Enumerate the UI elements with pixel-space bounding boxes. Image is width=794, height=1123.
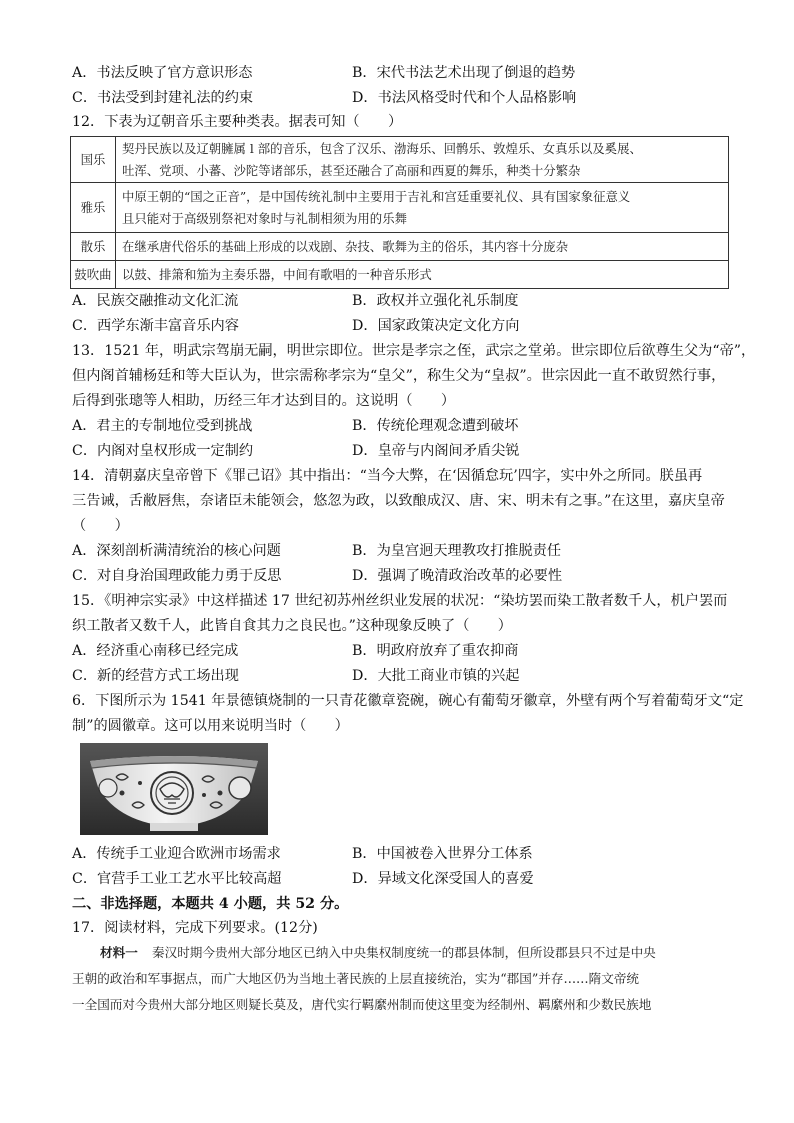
q13-option-d: D．皇帝与内阁间矛盾尖锐 <box>352 443 520 459</box>
table-line: 以鼓、排箫和笳为主奏乐器，中间有歌唱的一种音乐形式 <box>122 266 432 282</box>
q13-option-b: B．传统伦理观念遭到破坏 <box>352 418 519 434</box>
q14-option-d: D．强调了晚清政治改革的必要性 <box>352 568 563 584</box>
table-row <box>71 261 729 289</box>
q13-option-a: A．君主的专制地位受到挑战 <box>72 418 253 434</box>
material-label <box>100 940 138 966</box>
q16-stem-line: 制”的圆徽章。这可以用来说明当时（ ） <box>72 718 349 734</box>
q15-option-d: D．大批工商业市镇的兴起 <box>352 668 520 684</box>
table-line: 在继承唐代俗乐的基础上形成的以戏剧、杂技、歌舞为主的俗乐，其内容十分庞杂 <box>122 238 569 254</box>
q11-option-a: A．书法反映了官方意识形态 <box>72 65 253 81</box>
q13-stem-line: 13．1521 年，明武宗驾崩无嗣，明世宗即位。世宗是孝宗之侄，武宗之堂弟。世宗即位后欲尊生父为“帝”， <box>72 343 756 359</box>
table-category: 鼓吹曲 <box>71 261 116 289</box>
q16-option-b: B．中国被卷入世界分工体系 <box>352 846 533 862</box>
material-line: 秦汉时期今贵州大部分地区已纳入中央集权制度统一的郡县体制，但所设郡县只不过是中央 <box>152 945 656 960</box>
q12-option-c: C．西学东渐丰富音乐内容 <box>72 318 239 334</box>
q15-option-c: C．新的经营方式工场出现 <box>72 668 239 684</box>
q14-stem-line: （ ） <box>72 518 129 534</box>
q11-option-c: C．书法受到封建礼法的约束 <box>72 90 254 106</box>
q12-option-b: B．政权并立强化礼乐制度 <box>352 293 519 309</box>
q12-option-a: A．民族交融推动文化汇流 <box>72 293 239 309</box>
music-types-table <box>70 136 729 289</box>
table-line: 契丹民族以及辽朝臃属 l 部的音乐，包含了汉乐、渤海乐、回鹘乐、敦煌乐、女真乐以及奚展、 <box>122 140 642 156</box>
q15-option-b: B．明政府放弃了重农抑商 <box>352 643 519 659</box>
table-row <box>71 183 729 233</box>
table-row <box>71 137 729 183</box>
table-category: 雅乐 <box>71 183 116 233</box>
q12-option-d: D．国家政策决定文化方向 <box>352 318 520 334</box>
table-row <box>71 233 729 261</box>
q11-option-b: B．宋代书法艺术出现了倒退的趋势 <box>352 65 576 81</box>
q16-option-a: A．传统手工业迎合欧洲市场需求 <box>72 846 281 862</box>
table-description <box>116 261 729 289</box>
q13-option-c: C．内阁对皇权形成一定制约 <box>72 443 254 459</box>
table-category: 散乐 <box>71 233 116 261</box>
material-line: 王朝的政治和军事据点，而广大地区仍为当地土著民族的上层直接统治，实为“郡国”并存……隋文帝统 <box>72 971 640 986</box>
q15-option-a: A．经济重心南移已经完成 <box>72 643 239 659</box>
q14-option-c: C．对自身治国理政能力勇于反思 <box>72 568 282 584</box>
q16-option-c: C．官营手工业工艺水平比较高超 <box>72 871 282 887</box>
q14-option-a: A．深刻剖析满清统治的核心问题 <box>72 543 281 559</box>
table-description <box>116 183 729 233</box>
q13-stem-line: 后得到张璁等人相助，历经三年才达到目的。这说明（ ） <box>72 393 456 409</box>
q11-option-d: D．书法风格受时代和个人品格影响 <box>352 90 577 106</box>
q13-stem-line: 但内阁首辅杨廷和等大臣认为，世宗需称孝宗为“皇父”，称生父为“皇叔”。世宗因此一直不敢贸然行事， <box>72 368 726 384</box>
bowl-icon <box>80 743 268 835</box>
table-line: 吐浑、党项、小蕃、沙陀等诸部乐，甚至还融合了高丽和西夏的舞乐，种类十分繁杂 <box>122 162 581 178</box>
q16-option-d: D．异域文化深受国人的喜爱 <box>352 871 534 887</box>
table-line: 且只能对于高级别祭祀对象时与礼制相须为用的乐舞 <box>122 210 407 226</box>
q14-stem-line: 14．清朝嘉庆皇帝曾下《罪己诏》其中指出：“当今大弊，在‘因循怠玩’四字，实中外之所同。朕虽再 <box>72 468 703 484</box>
table-description <box>116 137 729 183</box>
table-line: 中原王朝的“国之正音”，是中国传统礼制中主要用于吉礼和宫廷重要礼仪、具有国家象征意义 <box>122 188 631 204</box>
table-description <box>116 233 729 261</box>
section-heading: 二、非选择题，本题共 4 小题，共 52 分。 <box>72 896 349 912</box>
q14-option-b: B．为皇宫迥天理教攻打推脱责任 <box>352 543 562 559</box>
q14-stem-line: 三告诫，舌敝唇焦，奈诸臣未能领会，悠忽为政，以致酿成汉、唐、宋、明未有之事。”在这里，嘉庆皇帝 <box>72 493 725 509</box>
porcelain-bowl-image <box>80 743 268 835</box>
material-line: 一全国而对今贵州大部分地区则疑长莫及，唐代实行羁縻州制而使这里变为经制州、羁縻州和少数民族地 <box>72 997 652 1012</box>
q16-stem-line: 6．下图所示为 1541 年景德镇烧制的一只青花徽章瓷碗，碗心有葡萄牙徽章，外壁有两个写着葡萄牙文“定 <box>72 693 744 709</box>
q12-stem: 12．下表为辽朝音乐主要种类表。据表可知（ ） <box>72 114 403 130</box>
q15-stem-line: 15．《明神宗实录》中这样描述 17 世纪初苏州丝织业发展的状况：“染坊罢而染工散者数千人，机户罢而 <box>72 593 728 609</box>
table-category: 国乐 <box>71 137 116 183</box>
q15-stem-line: 织工散者又数千人，此皆自食其力之良民也。”这种现象反映了（ ） <box>72 618 512 634</box>
q17-stem: 17．阅读材料，完成下列要求。(12分) <box>72 920 318 936</box>
material-title: 材料一 <box>100 945 138 960</box>
